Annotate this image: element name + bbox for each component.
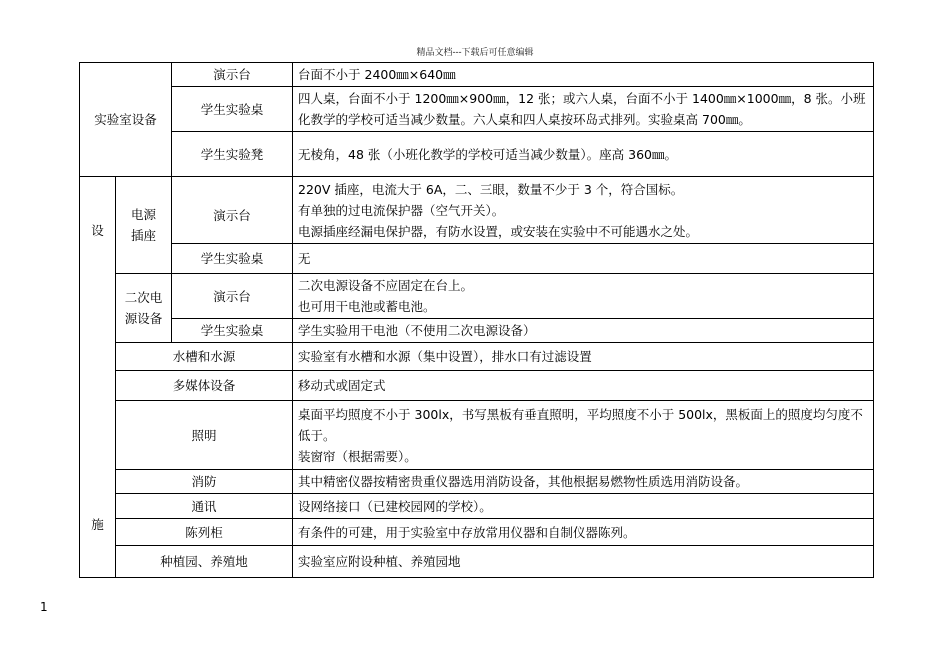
table-row [80, 371, 874, 401]
desc-cell: 有条件的可建，用于实验室中存放常用仪器和自制仪器陈列。 [293, 519, 874, 546]
group-label-secondary-power: 二次电 源设备 [116, 274, 172, 343]
desc-cell: 四人桌，台面不小于 1200㎜×900㎜，12 张；或六人桌，台面不小于 1400㎜×1000㎜，8 张。小班化教学的学校可适当减少数量。六人桌和四人桌按环岛式排列。实验桌高 700㎜。 [293, 87, 874, 132]
equipment-spec-table [79, 62, 874, 578]
table-row [80, 319, 874, 343]
item-cell: 演示台 [172, 177, 293, 244]
table-row [80, 274, 874, 319]
item-cell: 水槽和水源 [116, 343, 293, 371]
item-cell: 学生实验桌 [172, 244, 293, 274]
item-cell: 演示台 [172, 274, 293, 319]
item-cell: 种植园、养殖地 [116, 546, 293, 578]
desc-cell: 二次电源设备不应固定在台上。 也可用干电池或蓄电池。 [293, 274, 874, 319]
table-row [80, 244, 874, 274]
section-label-facilities-top: 设 [91, 222, 104, 238]
desc-cell: 实验室有水槽和水源（集中设置），排水口有过滤设置 [293, 343, 874, 371]
item-cell: 消防 [116, 470, 293, 494]
section-label-facilities [80, 177, 116, 578]
table-row [80, 132, 874, 177]
table-row [80, 494, 874, 519]
item-cell: 学生实验凳 [172, 132, 293, 177]
desc-cell: 其中精密仪器按精密贵重仪器选用消防设备，其他根据易燃物性质选用消防设备。 [293, 470, 874, 494]
item-cell: 多媒体设备 [116, 371, 293, 401]
desc-cell: 台面不小于 2400㎜×640㎜ [293, 63, 874, 87]
page-header: 精品文档---下载后可任意编辑 [416, 48, 534, 58]
table-row [80, 546, 874, 578]
section-label-lab-equipment: 实验室设备 [80, 63, 172, 177]
page-number: 1 [40, 600, 48, 614]
table-row [80, 401, 874, 470]
table-row [80, 177, 874, 244]
desc-cell: 实验室应附设种植、养殖园地 [293, 546, 874, 578]
desc-cell: 移动式或固定式 [293, 371, 874, 401]
desc-cell: 220V 插座，电流大于 6A，二、三眼，数量不少于 3 个，符合国标。 有单独的过电流保护器（空气开关）。 电源插座经漏电保护器，有防水设置，或安装在实验中不可能遇水之处。 [293, 177, 874, 244]
table-row [80, 519, 874, 546]
item-cell: 学生实验桌 [172, 87, 293, 132]
desc-cell: 无棱角，48 张（小班化教学的学校可适当减少数量）。座高 360㎜。 [293, 132, 874, 177]
desc-cell: 桌面平均照度不小于 300lx，书写黑板有垂直照明，平均照度不小于 500lx，黑板面上的照度均匀度不低于。 装窗帘（根据需要）。 [293, 401, 874, 470]
item-cell: 陈列柜 [116, 519, 293, 546]
item-cell: 演示台 [172, 63, 293, 87]
item-cell: 学生实验桌 [172, 319, 293, 343]
table-row [80, 343, 874, 371]
item-cell: 照明 [116, 401, 293, 470]
item-cell: 通讯 [116, 494, 293, 519]
table-row [80, 87, 874, 132]
desc-cell: 设网络接口（已建校园网的学校）。 [293, 494, 874, 519]
table-row [80, 63, 874, 87]
group-label-power-sockets: 电源 插座 [116, 177, 172, 274]
desc-cell: 无 [293, 244, 874, 274]
section-label-facilities-bottom: 施 [91, 516, 104, 532]
table-row [80, 470, 874, 494]
desc-cell: 学生实验用干电池（不使用二次电源设备） [293, 319, 874, 343]
